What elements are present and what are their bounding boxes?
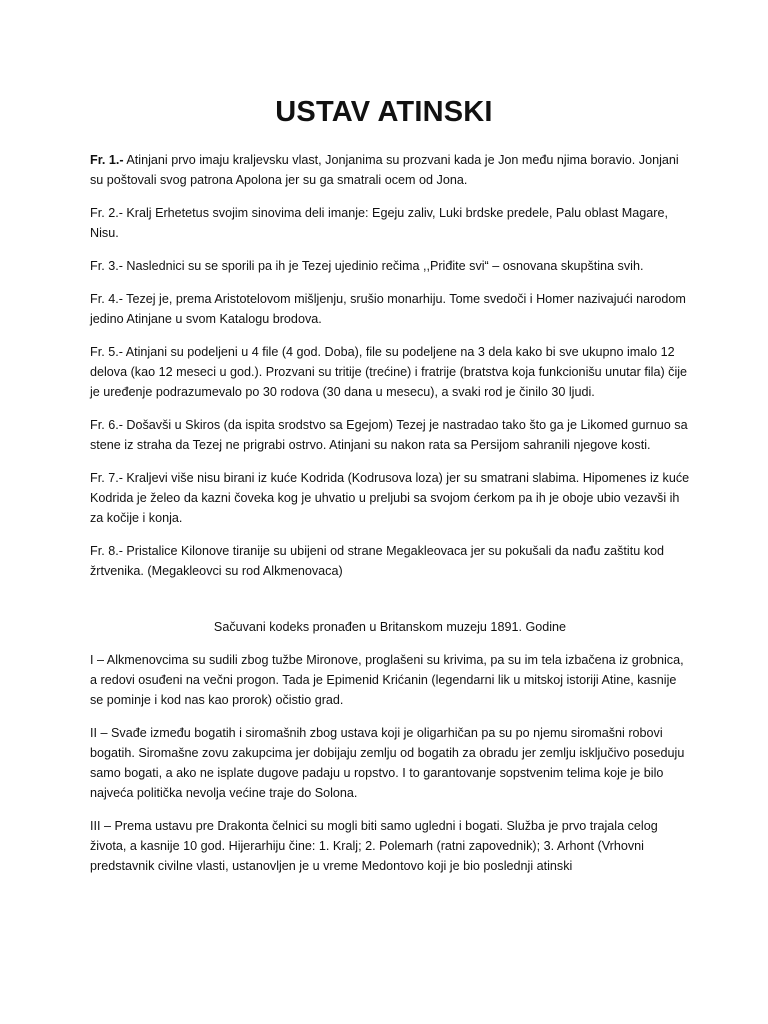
fragment-label: Fr. 8.-	[90, 544, 123, 558]
codex-paragraph-3: III – Prema ustavu pre Drakonta čelnici su mogli biti samo ugledni i bogati. Služba je prvo trajala celog života, a kasnije 10 god. Hijerarhiju čine: 1. Kralj; 2. Polemarh (ratni zapovednik); 3. Arhont (Vrhovni predstavnik civilne vlasti, ustanovljen je u vreme Medontovo koji je bio poslednji atinski	[90, 819, 658, 873]
codex-heading: Sačuvani kodeks pronađen u Britanskom muzeju 1891. Godine	[213, 620, 567, 634]
fragment-label: Fr. 6.-	[90, 418, 123, 432]
fragment-text: Došavši u Skiros (da ispita srodstvo sa Egejom) Tezej je nastradao tako što ga je Likomed gurnuo sa stene iz straha da Tezej ne prigrabi ostrvo. Atinjani su nakon rata sa Persijom sahranili njegove kosti.	[90, 418, 688, 452]
fragment-label: Fr. 3.-	[90, 259, 123, 273]
fragment-8	[90, 541, 690, 581]
codex-paragraph-1: I – Alkmenovcima su sudili zbog tužbe Mironove, proglašeni su krivima, pa su im tela izbačena iz grobnica, a redovi osuđeni na večni progon. Tada je Epimenid Krićanin (legendarni lik u mitskoj istoriji Atine, kasnije se pominje i kod nas kao prorok) očistio grad.	[90, 653, 684, 707]
fragment-6	[90, 415, 690, 455]
document-body	[90, 150, 690, 889]
fragment-label: Fr. 4.-	[90, 292, 123, 306]
fragment-text: Tezej je, prema Aristotelovom mišljenju, srušio monarhiju. Tome svedoči i Homer nazivajući narodom jedino Atinjane u svom Katalogu brodova.	[90, 292, 686, 326]
fragment-5	[90, 342, 690, 402]
fragment-text: Pristalice Kilonove tiranije su ubijeni od strane Megakleovaca jer su pokušali da nađu zaštitu kod žrtvenika. (Megakleovci su rod Alkmenovaca)	[90, 544, 665, 578]
fragment-text: Atinjani su podeljeni u 4 file (4 god. Doba), file su podeljene na 3 dela kako bi sve ukupno imalo 12 delova (kao 12 meseci u god.). Prozvani su tritije (trećine) i fratrije (bratstva koja funkcionišu unutar fila) čije je uređenje podrazumevalo po 30 rodova (30 dana u mesecu), a svaki rod je činilo 30 ljudi.	[90, 345, 688, 399]
fragment-3	[90, 256, 690, 276]
fragment-text: Kraljevi više nisu birani iz kuće Kodrida (Kodrusova loza) jer su smatrani slabima. Hipomenes iz kuće Kodrida je želeo da kazni čoveka kog je uhvatio u preljubi sa svojom ćerkom pa ih je oboje ubio vezavši ih za kočije i konja.	[90, 471, 690, 525]
fragment-text: Naslednici su se sporili pa ih je Tezej ujedinio rečima ,,Priđite svi“ – osnovana skupština svih.	[122, 259, 644, 273]
fragment-7	[90, 468, 690, 528]
fragment-2	[90, 203, 690, 243]
codex-paragraph-2: II – Svađe između bogatih i siromašnih zbog ustava koji je oligarhičan pa su po njemu siromašni robovi bogatih. Siromašne zovu zakupcima jer dobijaju zemlju od bogatih za obradu jer zemlju isključivo poseduju samo bogati, a ako ne isplate dugove padaju u ropstvo. I to garantovanje sopstvenim telima koje je bilo najveća politička nevolja većine traje do Solona.	[90, 726, 685, 800]
page-title: USTAV ATINSKI	[275, 96, 493, 128]
fragment-1	[90, 150, 690, 190]
fragment-text: Atinjani prvo imaju kraljevsku vlast, Jonjanima su prozvani kada je Jon među njima boravio. Jonjani su poštovali svog patrona Apolona jer su ga smatrali ocem od Jona.	[90, 153, 679, 187]
fragment-label: Fr. 5.-	[90, 345, 123, 359]
fragment-label: Fr. 7.-	[90, 471, 123, 485]
fragment-text: Kralj Erhetetus svojim sinovima deli imanje: Egeju zaliv, Luki brdske predele, Palu oblast Magare, Nisu.	[90, 206, 668, 240]
fragment-label: Fr. 1.-	[90, 153, 124, 167]
fragment-4	[90, 289, 690, 329]
fragment-label: Fr. 2.-	[90, 206, 123, 220]
